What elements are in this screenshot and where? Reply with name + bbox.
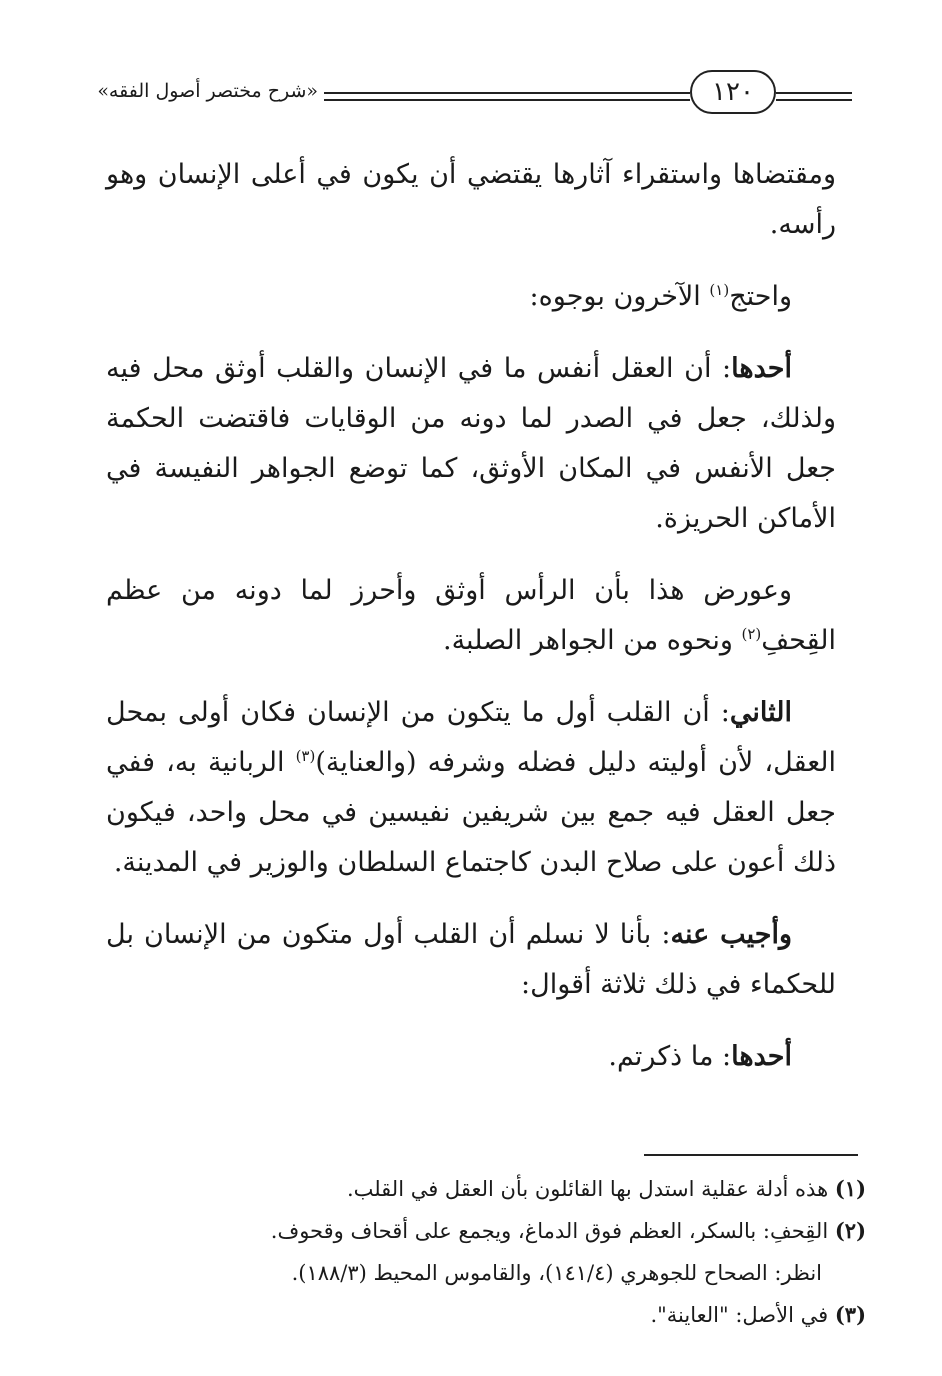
page-header <box>92 66 852 126</box>
header-rule-left-bottom <box>324 99 690 101</box>
paragraph-6-text: : بأنا لا نسلم أن القلب أول متكون من الإنسان بل للحكماء في ذلك ثلاثة أقوال: <box>106 919 836 1000</box>
page-number: ١٢٠ <box>690 70 776 114</box>
footnote-2-number: (٢) <box>834 1218 866 1243</box>
paragraph-7 <box>106 1032 836 1082</box>
paragraph-7-lead: أحدها <box>731 1041 792 1072</box>
footnote-3-text: في الأصل: "العاينة". <box>650 1303 835 1327</box>
paragraph-7-text: : ما ذكرتم. <box>608 1041 732 1072</box>
paragraph-6 <box>106 910 836 1010</box>
paragraph-2-text: واحتج <box>729 281 792 312</box>
paragraph-4-text-end: ونحوه من الجواهر الصلبة. <box>443 625 742 656</box>
footnote-3-number: (٣) <box>834 1302 866 1327</box>
paragraph-4-text: وعورض هذا بأن الرأس أوثق وأحرز لما دونه من عظم القِحفِ <box>106 575 836 656</box>
paragraph-2 <box>106 272 836 322</box>
header-rule-right-bottom <box>776 99 852 101</box>
header-rule-left-top <box>324 92 690 94</box>
footnote-ref-3: (٣) <box>295 747 316 765</box>
footnote-2 <box>106 1210 866 1252</box>
paragraph-2-text-end: الآخرون بوجوه: <box>529 281 710 312</box>
paragraph-5 <box>106 688 836 888</box>
paragraph-3-lead: أحدها <box>731 353 792 384</box>
paragraph-5-text: : أن القلب أول ما يتكون من الإنسان فكان أولى بمحل العقل، لأن أوليته دليل فضله وشرفه (والعناية) <box>106 697 836 778</box>
footnote-ref-1: (١) <box>709 281 730 299</box>
main-text <box>106 150 836 1082</box>
paragraph-3 <box>106 344 836 544</box>
footnote-separator <box>644 1154 858 1156</box>
footnote-ref-2: (٢) <box>741 625 762 643</box>
paragraph-3-text: : أن العقل أنفس ما في الإنسان والقلب أوثق محل فيه ولذلك، جعل في الصدر لما دونه من الوقايات فاقتضت الحكمة جعل الأنفس في المكان الأوثق، كما توضع الجواهر النفيسة في الأماكن الحريزة. <box>106 353 836 534</box>
footnote-2-text: القِحفِ: بالسكر، العظم فوق الدماغ، ويجمع على أقحاف وقحوف. <box>270 1219 835 1243</box>
footnote-1 <box>106 1168 866 1210</box>
paragraph-1: ومقتضاها واستقراء آثارها يقتضي أن يكون في أعلى الإنسان وهو رأسه. <box>106 159 836 240</box>
paragraph-6-lead: وأجيب عنه <box>670 919 792 950</box>
paragraph-4 <box>106 566 836 666</box>
footnote-1-text: هذه أدلة عقلية استدل بها القائلون بأن العقل في القلب. <box>346 1177 835 1201</box>
paragraph-5-text-end: الربانية به، ففي جعل العقل فيه جمع بين شريفين نفيسين في محل واحد، فيكون ذلك أعون على صلاح البدن كاجتماع السلطان والوزير في المدينة. <box>106 747 836 878</box>
footnote-2-continuation: انظر: الصحاح للجوهري (١٤١/٤)، والقاموس المحيط (١٨٨/٣). <box>291 1261 822 1285</box>
paragraph-5-lead: الثاني <box>729 697 792 728</box>
footnotes <box>106 1168 866 1336</box>
running-title: «شرح مختصر أصول الفقه» <box>97 80 318 102</box>
footnote-3 <box>106 1294 866 1336</box>
header-rule-right-top <box>776 92 852 94</box>
footnote-1-number: (١) <box>834 1176 866 1201</box>
